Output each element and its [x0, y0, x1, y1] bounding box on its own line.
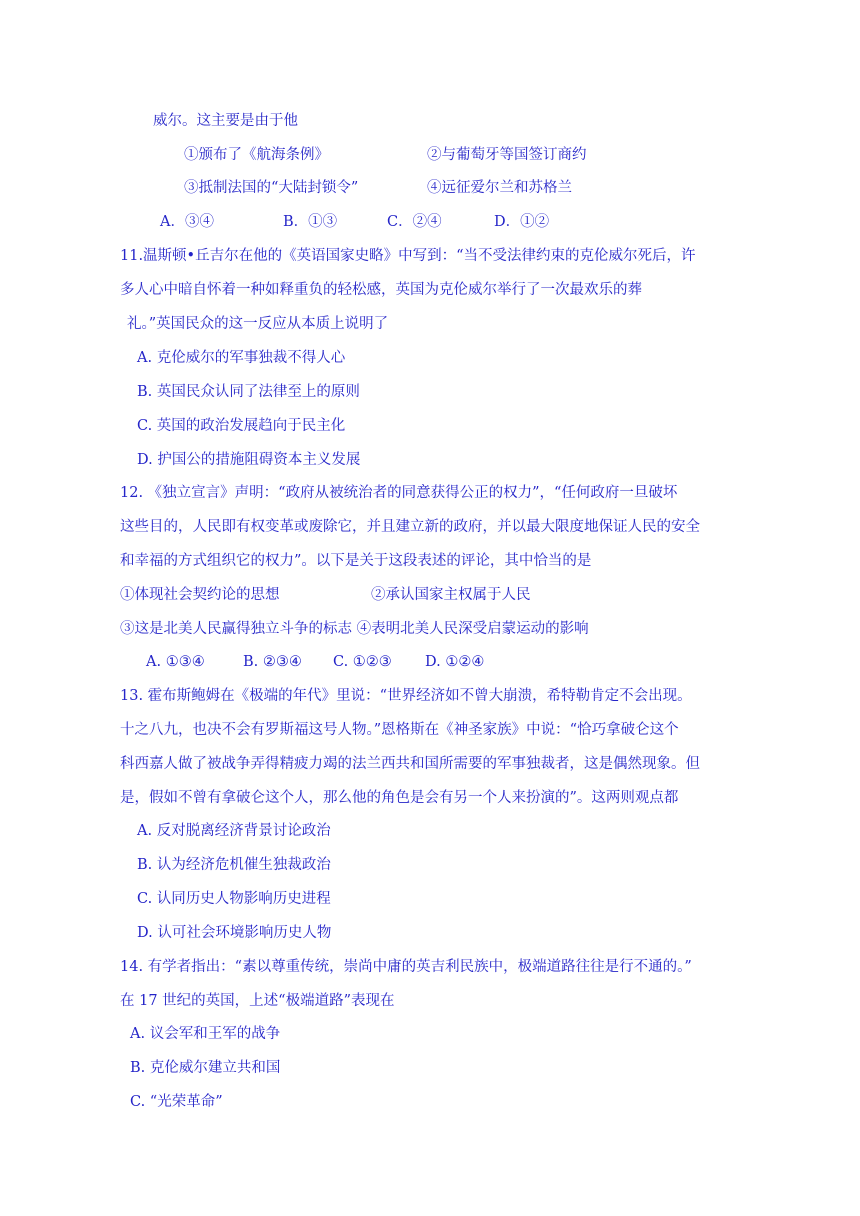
q12-option-b[interactable]: B. ②③④ — [243, 654, 302, 670]
q12-statement-3-4: ③这是北美人民赢得独立斗争的标志 ④表明北美人民深受启蒙运动的影响 — [120, 621, 589, 637]
q13-stem-line-4: 是，假如不曾有拿破仑这个人，那么他的角色是会有另一个人来扮演的”。这两则观点都 — [120, 790, 679, 806]
q13-option-b[interactable]: B. 认为经济危机催生独裁政治 — [137, 857, 331, 873]
q13-option-a[interactable]: A. 反对脱离经济背景讨论政治 — [137, 823, 331, 839]
q11-option-a[interactable]: A. 克伦威尔的军事独裁不得人心 — [137, 350, 346, 366]
q10-option-b[interactable]: B．①③ — [283, 214, 338, 230]
q10-continuation: 威尔。这主要是由于他 — [153, 113, 298, 129]
q11-stem-line-1: 11.温斯顿•丘吉尔在他的《英语国家史略》中写到：“当不受法律约束的克伦威尔死后，许 — [120, 248, 696, 264]
q14-option-a[interactable]: A. 议会军和王军的战争 — [130, 1026, 281, 1042]
q12-option-d[interactable]: D. ①②④ — [425, 654, 485, 670]
q13-stem-line-1: 13. 霍布斯鲍姆在《极端的年代》里说：“世界经济如不曾大崩溃，希特勒肯定不会出现。 — [120, 688, 692, 704]
q12-option-c[interactable]: C. ①②③ — [333, 654, 392, 670]
q12-stem-line-1: 12. 《独立宣言》声明：“政府从被统治者的同意获得公正的权力”，“任何政府一旦破坏 — [120, 485, 678, 501]
q13-stem-line-3: 科西嘉人做了被战争弄得精疲力竭的法兰西共和国所需要的军事独裁者，这是偶然现象。但 — [120, 756, 700, 772]
q10-statement-1: ①颁布了《航海条例》 — [184, 147, 329, 163]
q12-stem-line-3: 和幸福的方式组织它的权力”。以下是关于这段表述的评论，其中恰当的是 — [120, 553, 592, 569]
q13-stem-line-2: 十之八九，也决不会有罗斯福这号人物。”恩格斯在《神圣家族》中说：“恰巧拿破仑这个 — [120, 722, 679, 738]
q11-stem-line-3: 礼。”英国民众的这一反应从本质上说明了 — [127, 316, 389, 332]
q14-option-b[interactable]: B. 克伦威尔建立共和国 — [130, 1060, 281, 1076]
q10-option-a[interactable]: A．③④ — [160, 214, 214, 230]
q10-statement-3: ③抵制法国的“大陆封锁令” — [184, 180, 359, 196]
q11-stem-line-2: 多人心中暗自怀着一种如释重负的轻松感，英国为克伦威尔举行了一次最欢乐的葬 — [120, 282, 642, 298]
q12-stem-line-2: 这些目的，人民即有权变革或废除它，并且建立新的政府，并以最大限度地保证人民的安全 — [120, 519, 700, 535]
q13-option-c[interactable]: C. 认同历史人物影响历史进程 — [137, 891, 331, 907]
q10-statement-2: ②与葡萄牙等国签订商约 — [427, 147, 587, 163]
q13-option-d[interactable]: D. 认可社会环境影响历史人物 — [137, 925, 332, 941]
q12-option-a[interactable]: A. ①③④ — [146, 654, 205, 670]
q12-statement-2: ②承认国家主权属于人民 — [371, 587, 531, 603]
q12-statement-1: ①体现社会契约论的思想 — [120, 587, 280, 603]
q11-option-b[interactable]: B. 英国民众认同了法律至上的原则 — [137, 384, 360, 400]
q14-stem-line-2: 在 17 世纪的英国，上述“极端道路”表现在 — [120, 993, 395, 1009]
q10-option-c[interactable]: C．②④ — [387, 214, 442, 230]
q14-option-c[interactable]: C. “光荣革命” — [130, 1094, 223, 1110]
q11-option-c[interactable]: C. 英国的政治发展趋向于民主化 — [137, 418, 346, 434]
q10-option-d[interactable]: D．①② — [494, 214, 550, 230]
q10-statement-4: ④远征爱尔兰和苏格兰 — [427, 180, 572, 196]
q11-option-d[interactable]: D. 护国公的措施阻碍资本主义发展 — [137, 452, 361, 468]
q14-stem-line-1: 14. 有学者指出：“素以尊重传统，崇尚中庸的英吉利民族中，极端道路往往是行不通的。” — [120, 959, 692, 975]
